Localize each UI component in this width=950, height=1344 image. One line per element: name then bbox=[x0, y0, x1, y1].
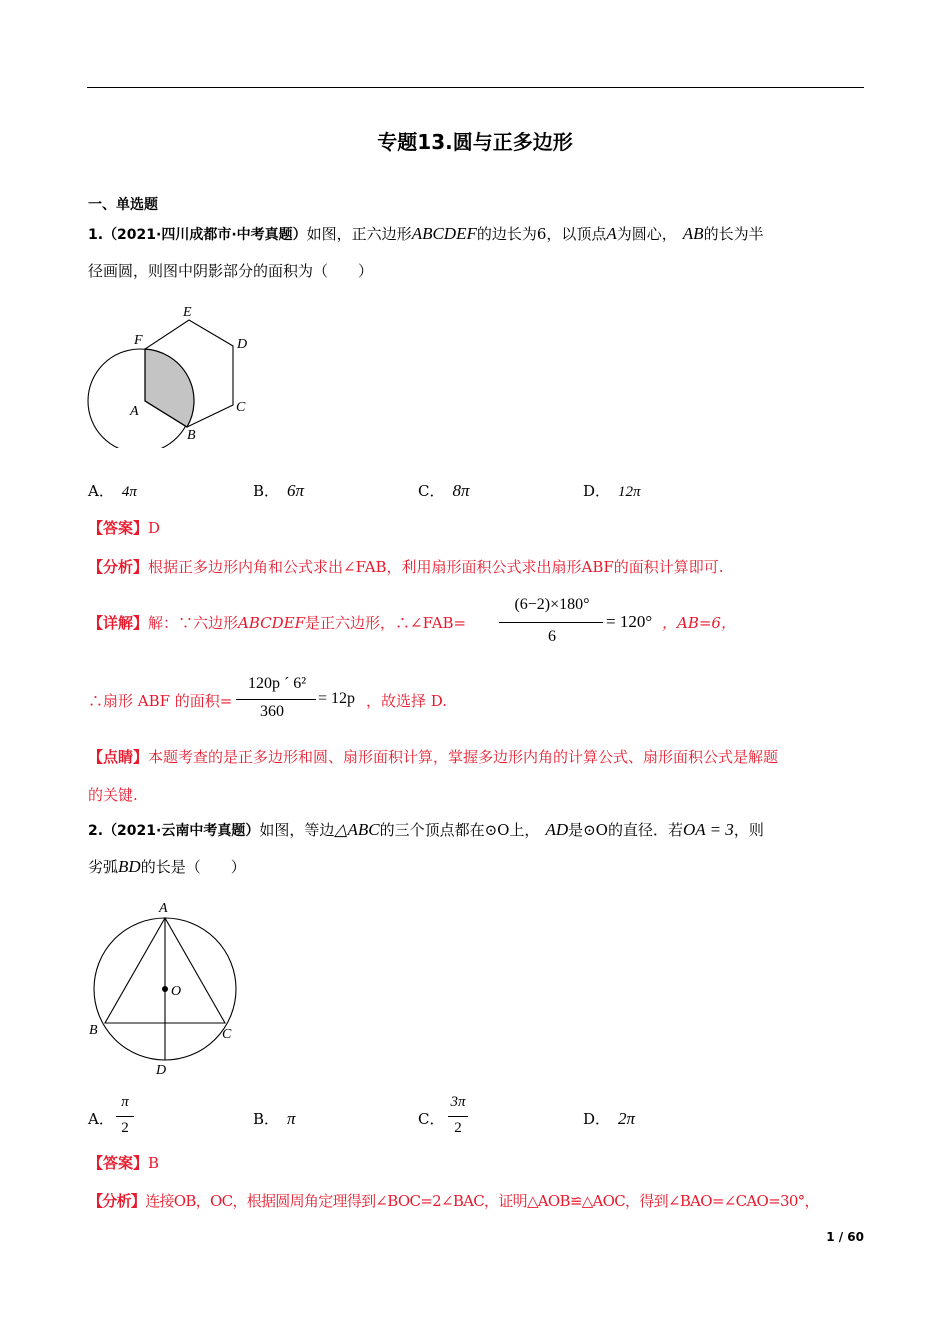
q1-stem-line2: 径画圆，则图中阴影部分的面积为（ ） bbox=[88, 262, 374, 280]
q2-center-point bbox=[162, 986, 168, 992]
q1-segment: AB bbox=[682, 224, 704, 243]
q1-answer bbox=[88, 517, 160, 538]
q2-answer bbox=[88, 1152, 159, 1173]
detail-label: 【详解】 bbox=[88, 614, 149, 632]
q2-text: 的长是（ ） bbox=[140, 858, 246, 876]
q1-sector-denominator: 360 bbox=[260, 703, 284, 720]
detail-text: 解：∵六边形 bbox=[148, 614, 239, 632]
q1-sector-numerator: 120p ´ 6² bbox=[247, 675, 307, 692]
option-value: 12π bbox=[618, 484, 641, 500]
q2-diameter: AD bbox=[545, 820, 569, 839]
q1-analysis bbox=[88, 556, 724, 577]
q2-label-b: B bbox=[89, 1023, 98, 1038]
q1-text: 为圆心， bbox=[616, 225, 677, 243]
q2-option-a[interactable] bbox=[88, 1108, 114, 1129]
option-letter: C． bbox=[418, 1110, 445, 1128]
analysis-text: 根据正多边形内角和公式求出∠FAB，利用扇形面积公式求出扇形ABF的面积计算即可. bbox=[148, 558, 724, 576]
answer-label: 【答案】 bbox=[88, 519, 149, 537]
q2-label-o: O bbox=[171, 984, 182, 999]
q2-number: 2. bbox=[88, 823, 104, 839]
q1-label-a: A bbox=[130, 404, 139, 419]
header-rule bbox=[87, 87, 864, 88]
comment-text: 本题考查的是正多边形和圆、扇形面积计算，掌握多边形内角的计算公式、扇形面积公式是解题 bbox=[148, 748, 779, 766]
section-heading: 一、单选题 bbox=[88, 197, 158, 213]
q2-given: OA = 3 bbox=[682, 820, 734, 839]
q1-label-d: D bbox=[237, 337, 248, 352]
analysis-label: 【分析】 bbox=[88, 1192, 146, 1210]
q1-text: 如图，正六边形 bbox=[306, 225, 412, 243]
q1-option-b[interactable] bbox=[253, 480, 304, 501]
answer-value: B bbox=[148, 1154, 160, 1172]
q1-source: （2021·四川成都市·中考真题） bbox=[103, 227, 307, 243]
option-letter: A． bbox=[88, 1110, 114, 1128]
q1-comment-line2: 的关键. bbox=[88, 786, 138, 804]
q1-shaded-sector bbox=[145, 349, 194, 427]
option-value: 4π bbox=[121, 484, 137, 500]
q1-sector-tail: ，故选择 D. bbox=[366, 692, 448, 710]
q1-label-e: E bbox=[183, 305, 192, 320]
answer-label: 【答案】 bbox=[88, 1154, 149, 1172]
q2-label-a: A bbox=[159, 901, 168, 916]
q2-text: ，则 bbox=[733, 821, 764, 839]
q1-option-d[interactable] bbox=[583, 480, 641, 501]
option-letter: B． bbox=[253, 482, 280, 500]
q2-option-d[interactable] bbox=[583, 1108, 635, 1129]
option-letter: A． bbox=[88, 482, 114, 500]
q1-sector-text: ∴扇形 ABF 的面积= bbox=[88, 692, 233, 710]
q2-option-a-numerator: π bbox=[121, 1094, 129, 1110]
q1-label-b: B bbox=[187, 428, 196, 443]
q1-hexagon-name: ABCDEF bbox=[411, 224, 477, 243]
page-number: 1 / 60 bbox=[826, 1230, 864, 1244]
q1-number: 1. bbox=[88, 227, 104, 243]
q2-stem-line1 bbox=[88, 822, 764, 839]
analysis-label: 【分析】 bbox=[88, 558, 149, 576]
q1-detail-fraction-bar bbox=[499, 622, 603, 623]
q2-option-c-bar bbox=[448, 1116, 468, 1117]
q1-label-f: F bbox=[134, 333, 143, 348]
q1-point: A bbox=[606, 224, 617, 243]
q1-text: 的长为半 bbox=[703, 225, 764, 243]
q2-arc: BD bbox=[118, 857, 141, 876]
q1-detail-tail: ，AB=6， bbox=[662, 614, 736, 632]
option-letter: B． bbox=[253, 1110, 280, 1128]
q2-option-c-numerator: 3π bbox=[450, 1094, 466, 1110]
option-value: π bbox=[287, 1109, 296, 1128]
option-value: 2π bbox=[618, 1109, 636, 1128]
q2-stem-line2 bbox=[88, 859, 246, 875]
option-letter: C． bbox=[418, 482, 445, 500]
q1-option-a[interactable] bbox=[88, 480, 137, 501]
detail-text: 是正六边形，∴∠FAB= bbox=[305, 614, 467, 632]
q1-figure bbox=[85, 298, 260, 448]
q1-detail-result: = 120° bbox=[606, 612, 653, 631]
comment-label: 【点睛】 bbox=[88, 748, 149, 766]
option-letter: D． bbox=[583, 1110, 611, 1128]
answer-value: D bbox=[148, 519, 161, 537]
option-letter: D． bbox=[583, 482, 611, 500]
q2-option-a-denominator: 2 bbox=[121, 1120, 129, 1136]
detail-hexagon: ABCDEF bbox=[238, 614, 306, 632]
q2-option-c[interactable] bbox=[418, 1108, 444, 1129]
q1-sector-fraction-bar bbox=[236, 699, 316, 700]
option-value: 6π bbox=[287, 481, 305, 500]
q1-detail bbox=[88, 612, 466, 633]
q1-sector-result: = 12p bbox=[318, 690, 356, 707]
q2-label-c: C bbox=[222, 1027, 232, 1042]
q2-triangle: △ABC bbox=[334, 820, 380, 839]
analysis-text: 连接OB，OC，根据圆周角定理得到∠BOC=2∠BAC，证明△AOB≌△AOC，得到∠BAO=∠CAO=30°， bbox=[145, 1192, 819, 1210]
q2-text: 的三个顶点都在⊙O上， bbox=[379, 821, 540, 839]
option-value: 8π bbox=[452, 481, 470, 500]
q2-text: 如图，等边 bbox=[259, 821, 335, 839]
q1-detail-denominator: 6 bbox=[548, 628, 556, 645]
q1-label-c: C bbox=[236, 400, 246, 415]
q1-text: 的边长为6，以顶点 bbox=[476, 225, 607, 243]
q1-detail-numerator: (6−2)×180° bbox=[514, 596, 590, 613]
q1-stem-line1 bbox=[88, 226, 764, 243]
q2-label-d: D bbox=[156, 1063, 167, 1078]
page-title: 专题13.圆与正多边形 bbox=[377, 130, 573, 154]
q1-option-c[interactable] bbox=[418, 480, 470, 501]
q2-option-b[interactable] bbox=[253, 1108, 296, 1129]
q2-analysis bbox=[88, 1190, 819, 1211]
q1-comment bbox=[88, 746, 778, 767]
q2-source: （2021·云南中考真题） bbox=[103, 823, 260, 839]
q2-option-c-denominator: 2 bbox=[454, 1120, 462, 1136]
q2-text: 劣弧 bbox=[88, 858, 119, 876]
q2-option-a-bar bbox=[116, 1116, 134, 1117]
q2-figure bbox=[85, 898, 245, 1080]
q2-text: 是⊙O的直径．若 bbox=[568, 821, 683, 839]
